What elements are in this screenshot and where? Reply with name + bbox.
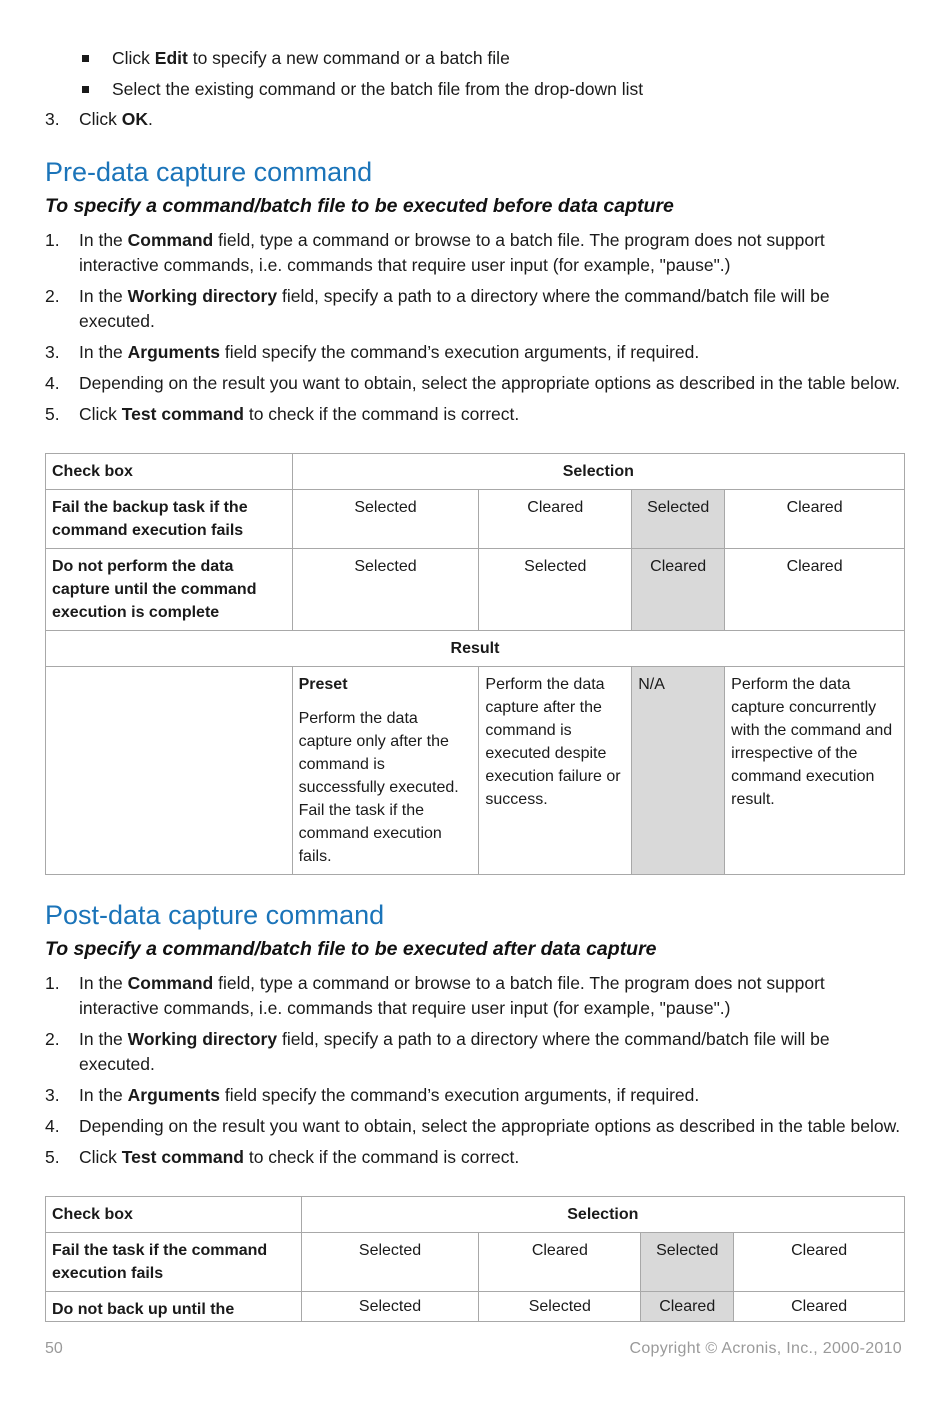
step-number: 3. (45, 342, 60, 362)
table-cell: Selected (647, 499, 710, 516)
table-row (46, 549, 905, 631)
step-number: 2. (45, 1029, 60, 1049)
step-text: In the (79, 1029, 128, 1049)
step-number: 3. (45, 1085, 60, 1105)
post-section-heading: Post-data capture command (45, 900, 385, 930)
step-text: field, specify a path to a directory where the command/batch file will be executed. (79, 286, 830, 331)
table-cell: Cleared (650, 558, 707, 575)
row-label: Fail the backup task if the command execution fails (52, 499, 248, 539)
table-row (46, 1292, 905, 1322)
copyright-notice: Copyright © Acronis, Inc., 2000-2010 (629, 1340, 902, 1357)
pre-section-heading: Pre-data capture command (45, 157, 373, 187)
step-text: field, type a command or browse to a batch file. The program does not support interactive commands, i.e. commands that require user input (for example, "pause".) (79, 230, 825, 275)
square-bullet-icon (82, 55, 89, 62)
table-cell: Selected (358, 1242, 422, 1259)
result-text: Perform the data capture only after the command is successfully executed. Fail the task if the command execution fails. (298, 710, 459, 865)
step-text: In the (79, 230, 128, 250)
table-cell: Selected (358, 1298, 422, 1315)
step-item (45, 1114, 905, 1139)
table-cell: Cleared (791, 1298, 848, 1315)
post-options-table (45, 1196, 905, 1322)
row-label: Do not back up until the (52, 1301, 235, 1318)
step-text: Command (127, 230, 214, 250)
pre-steps-list (45, 228, 905, 433)
table-cell: Cleared (791, 1242, 848, 1259)
step-number: 5. (45, 404, 60, 424)
step-text: to check if the command is correct. (243, 404, 520, 424)
step-item (45, 1145, 905, 1170)
row-label: Do not perform the data capture until the command execution is complete (52, 558, 257, 621)
step-text: Test command (121, 404, 244, 424)
step-item (45, 228, 905, 278)
selection-column-header: Selection (562, 463, 634, 480)
result-text: N/A (638, 676, 665, 693)
table-cell: Selected (656, 1242, 719, 1259)
pre-section-subheading: To specify a command/batch file to be executed before data capture (45, 195, 674, 217)
table-row (46, 1233, 905, 1292)
table-cell (293, 667, 479, 874)
row-label: Fail the task if the command execution fails (52, 1242, 268, 1282)
option-bullet-list (80, 43, 643, 105)
step-item (45, 1083, 905, 1108)
step-text: Test command (121, 1147, 244, 1167)
step-number: 1. (45, 973, 60, 993)
step-item (45, 340, 905, 365)
step-text: field specify the command’s execution arguments, if required. (220, 1085, 700, 1105)
table-cell: Cleared (659, 1298, 716, 1315)
table-cell: Cleared (527, 499, 584, 516)
step-number: 1. (45, 230, 60, 250)
preset-label: Preset (298, 676, 348, 693)
step-number: 5. (45, 1147, 60, 1167)
table-header-row (46, 454, 905, 490)
table-header-row (46, 1197, 905, 1233)
step-number: 2. (45, 286, 60, 306)
step-text: Working directory (127, 286, 278, 306)
result-header-row (46, 631, 905, 667)
page-number: 50 (45, 1340, 63, 1357)
table-cell: Selected (354, 499, 417, 516)
empty-cell (46, 667, 292, 679)
table-cell: Cleared (531, 1242, 588, 1259)
step-text: In the (79, 973, 128, 993)
selection-column-header: Selection (567, 1206, 639, 1223)
step-item (45, 971, 905, 1021)
result-row (46, 667, 905, 875)
step-item (45, 402, 905, 427)
step-text: field, type a command or browse to a batch file. The program does not support interactive commands, i.e. commands that require user input (for example, "pause".) (79, 973, 825, 1018)
table-cell: Selected (528, 1298, 591, 1315)
step-text: Command (127, 973, 214, 993)
table-cell: Selected (354, 558, 417, 575)
checkbox-column-header: Check box (52, 1206, 133, 1223)
result-header: Result (450, 640, 500, 657)
post-steps-list (45, 971, 905, 1176)
bullet-item: Click Edit to specify a new command or a batch file (80, 43, 643, 74)
step-item (45, 1027, 905, 1077)
step-text: field, specify a path to a directory where the command/batch file will be executed. (79, 1029, 830, 1074)
square-bullet-icon (82, 86, 89, 93)
step-text: Depending on the result you want to obtain, select the appropriate options as described in the table below. (79, 373, 901, 393)
step-text: field specify the command’s execution arguments, if required. (220, 342, 700, 362)
step-text: Click (79, 1147, 122, 1167)
table-row (46, 490, 905, 549)
result-text: Perform the data capture after the command is executed despite execution failure or success. (485, 676, 621, 808)
pre-options-table (45, 453, 905, 875)
step-number: 4. (45, 1116, 60, 1136)
post-section-subheading: To specify a command/batch file to be executed after data capture (45, 938, 657, 960)
step-text: Depending on the result you want to obtain, select the appropriate options as described in the table below. (79, 1116, 901, 1136)
step-text: Working directory (127, 1029, 278, 1049)
step-text: In the (79, 342, 128, 362)
result-text: Perform the data capture concurrently with the command and irrespective of the command execution result. (731, 676, 893, 808)
table-cell: Selected (524, 558, 587, 575)
intro-step-3: 3. Click OK. (45, 109, 153, 129)
step-number: 4. (45, 373, 60, 393)
table-cell: Cleared (786, 499, 843, 516)
checkbox-column-header: Check box (52, 463, 133, 480)
step-text: Arguments (127, 1085, 221, 1105)
step-text: In the (79, 286, 128, 306)
step-text: Arguments (127, 342, 221, 362)
step-item (45, 284, 905, 334)
table-cell: Cleared (786, 558, 843, 575)
step-text: In the (79, 1085, 128, 1105)
step-item (45, 371, 905, 396)
step-text: to check if the command is correct. (243, 1147, 520, 1167)
step-text: Click (79, 404, 122, 424)
bullet-item: Select the existing command or the batch file from the drop-down list (80, 74, 643, 105)
